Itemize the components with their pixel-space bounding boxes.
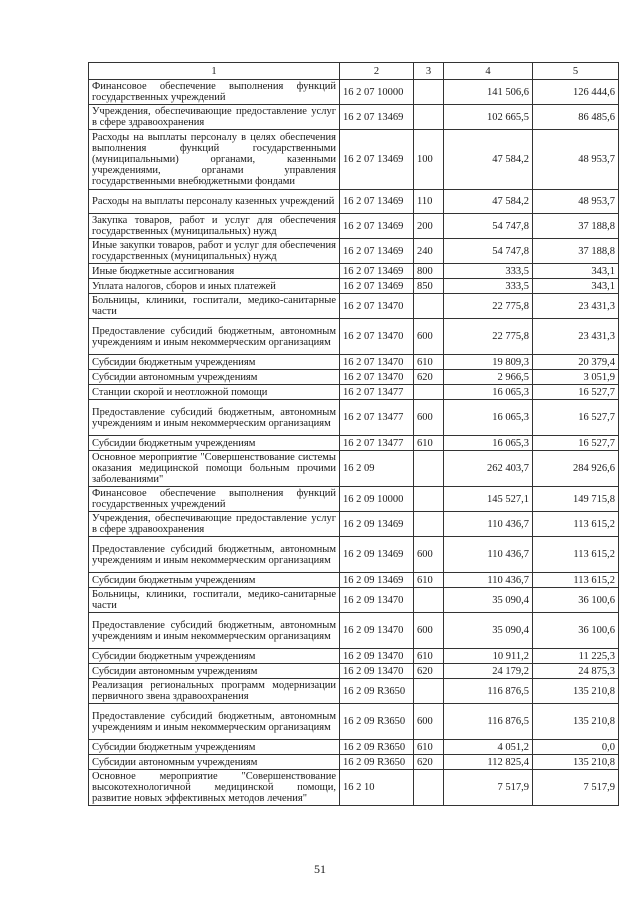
row-value-1-cell: 54 747,8 bbox=[444, 239, 533, 264]
row-name-cell: Предоставление субсидий бюджетным, автономным учреждениям и иным некоммерческим организациям bbox=[89, 537, 340, 573]
row-vr-cell: 850 bbox=[414, 279, 444, 294]
table-row bbox=[89, 512, 619, 537]
row-code-cell: 16 2 09 13469 bbox=[340, 573, 414, 588]
row-code-cell: 16 2 07 13469 bbox=[340, 190, 414, 214]
budget-table bbox=[88, 62, 619, 806]
page-number: 51 bbox=[314, 862, 326, 876]
row-value-2-cell: 284 926,6 bbox=[533, 451, 619, 487]
row-vr-cell: 800 bbox=[414, 264, 444, 279]
row-code-cell: 16 2 09 bbox=[340, 451, 414, 487]
row-code-cell: 16 2 07 13469 bbox=[340, 105, 414, 130]
table-row bbox=[89, 214, 619, 239]
row-code-cell: 16 2 07 13470 bbox=[340, 319, 414, 355]
row-name-cell: Субсидии бюджетным учреждениям bbox=[89, 740, 340, 755]
table-row bbox=[89, 355, 619, 370]
row-name-cell: Субсидии бюджетным учреждениям bbox=[89, 436, 340, 451]
row-value-2-cell: 20 379,4 bbox=[533, 355, 619, 370]
row-value-2-cell: 48 953,7 bbox=[533, 190, 619, 214]
row-code-cell: 16 2 09 13470 bbox=[340, 588, 414, 613]
table-row bbox=[89, 770, 619, 806]
table-row bbox=[89, 573, 619, 588]
row-value-1-cell: 110 436,7 bbox=[444, 573, 533, 588]
row-value-1-cell: 47 584,2 bbox=[444, 190, 533, 214]
row-code-cell: 16 2 07 13469 bbox=[340, 239, 414, 264]
table-row bbox=[89, 400, 619, 436]
row-name-cell: Финансовое обеспечение выполнения функций государственных учреждений bbox=[89, 80, 340, 105]
row-value-1-cell: 16 065,3 bbox=[444, 436, 533, 451]
row-value-1-cell: 110 436,7 bbox=[444, 512, 533, 537]
table-row bbox=[89, 370, 619, 385]
row-vr-cell bbox=[414, 451, 444, 487]
row-name-cell: Учреждения, обеспечивающие предоставление услуг в сфере здравоохранения bbox=[89, 512, 340, 537]
row-value-1-cell: 54 747,8 bbox=[444, 214, 533, 239]
row-code-cell: 16 2 07 10000 bbox=[340, 80, 414, 105]
table-row bbox=[89, 130, 619, 190]
row-value-2-cell: 126 444,6 bbox=[533, 80, 619, 105]
row-value-1-cell: 22 775,8 bbox=[444, 294, 533, 319]
table-row bbox=[89, 704, 619, 740]
row-code-cell: 16 2 09 13470 bbox=[340, 649, 414, 664]
row-code-cell: 16 2 07 13470 bbox=[340, 355, 414, 370]
row-name-cell: Предоставление субсидий бюджетным, автономным учреждениям и иным некоммерческим организациям bbox=[89, 613, 340, 649]
row-code-cell: 16 2 09 R3650 bbox=[340, 755, 414, 770]
row-code-cell: 16 2 09 10000 bbox=[340, 487, 414, 512]
row-value-2-cell: 3 051,9 bbox=[533, 370, 619, 385]
row-value-1-cell: 262 403,7 bbox=[444, 451, 533, 487]
table-row bbox=[89, 487, 619, 512]
row-code-cell: 16 2 09 13469 bbox=[340, 537, 414, 573]
row-name-cell: Уплата налогов, сборов и иных платежей bbox=[89, 279, 340, 294]
row-vr-cell: 620 bbox=[414, 755, 444, 770]
column-header-code: 2 bbox=[340, 63, 414, 80]
row-value-2-cell: 11 225,3 bbox=[533, 649, 619, 664]
row-value-2-cell: 135 210,8 bbox=[533, 679, 619, 704]
row-code-cell: 16 2 07 13469 bbox=[340, 279, 414, 294]
table-row bbox=[89, 319, 619, 355]
row-value-1-cell: 16 065,3 bbox=[444, 400, 533, 436]
table-row bbox=[89, 190, 619, 214]
row-vr-cell bbox=[414, 512, 444, 537]
row-vr-cell: 610 bbox=[414, 355, 444, 370]
row-name-cell: Основное мероприятие "Совершенствование системы оказания медицинской помощи больным прочими заболеваниями" bbox=[89, 451, 340, 487]
row-vr-cell: 240 bbox=[414, 239, 444, 264]
table-row bbox=[89, 239, 619, 264]
row-name-cell: Предоставление субсидий бюджетным, автономным учреждениям и иным некоммерческим организациям bbox=[89, 704, 340, 740]
row-value-2-cell: 16 527,7 bbox=[533, 436, 619, 451]
row-vr-cell: 110 bbox=[414, 190, 444, 214]
row-code-cell: 16 2 09 13470 bbox=[340, 664, 414, 679]
row-vr-cell bbox=[414, 679, 444, 704]
row-value-1-cell: 35 090,4 bbox=[444, 588, 533, 613]
row-name-cell: Субсидии бюджетным учреждениям bbox=[89, 649, 340, 664]
row-name-cell: Станции скорой и неотложной помощи bbox=[89, 385, 340, 400]
row-value-1-cell: 16 065,3 bbox=[444, 385, 533, 400]
table-body bbox=[89, 80, 619, 806]
row-vr-cell: 610 bbox=[414, 436, 444, 451]
row-value-1-cell: 7 517,9 bbox=[444, 770, 533, 806]
row-value-1-cell: 22 775,8 bbox=[444, 319, 533, 355]
row-vr-cell: 600 bbox=[414, 319, 444, 355]
row-value-1-cell: 35 090,4 bbox=[444, 613, 533, 649]
row-vr-cell: 610 bbox=[414, 573, 444, 588]
row-name-cell: Субсидии автономным учреждениям bbox=[89, 370, 340, 385]
row-name-cell: Закупка товаров, работ и услуг для обеспечения государственных (муниципальных) нужд bbox=[89, 214, 340, 239]
row-code-cell: 16 2 07 13477 bbox=[340, 385, 414, 400]
table-row bbox=[89, 649, 619, 664]
table-row bbox=[89, 385, 619, 400]
row-code-cell: 16 2 07 13470 bbox=[340, 370, 414, 385]
row-value-2-cell: 86 485,6 bbox=[533, 105, 619, 130]
row-value-2-cell: 16 527,7 bbox=[533, 400, 619, 436]
row-vr-cell: 610 bbox=[414, 649, 444, 664]
row-value-1-cell: 102 665,5 bbox=[444, 105, 533, 130]
table-row bbox=[89, 105, 619, 130]
row-name-cell: Субсидии бюджетным учреждениям bbox=[89, 573, 340, 588]
row-vr-cell: 600 bbox=[414, 704, 444, 740]
row-code-cell: 16 2 07 13470 bbox=[340, 294, 414, 319]
row-name-cell: Реализация региональных программ модернизации первичного звена здравоохранения bbox=[89, 679, 340, 704]
row-vr-cell: 600 bbox=[414, 400, 444, 436]
table-row bbox=[89, 294, 619, 319]
row-value-2-cell: 23 431,3 bbox=[533, 294, 619, 319]
row-code-cell: 16 2 09 R3650 bbox=[340, 679, 414, 704]
row-name-cell: Субсидии автономным учреждениям bbox=[89, 755, 340, 770]
table-row bbox=[89, 451, 619, 487]
row-vr-cell bbox=[414, 80, 444, 105]
row-value-2-cell: 24 875,3 bbox=[533, 664, 619, 679]
row-code-cell: 16 2 09 13470 bbox=[340, 613, 414, 649]
table-row bbox=[89, 436, 619, 451]
row-code-cell: 16 2 07 13469 bbox=[340, 130, 414, 190]
row-value-1-cell: 116 876,5 bbox=[444, 704, 533, 740]
row-code-cell: 16 2 07 13469 bbox=[340, 264, 414, 279]
table-row bbox=[89, 279, 619, 294]
row-value-1-cell: 333,5 bbox=[444, 279, 533, 294]
row-name-cell: Субсидии бюджетным учреждениям bbox=[89, 355, 340, 370]
row-name-cell: Предоставление субсидий бюджетным, автономным учреждениям и иным некоммерческим организациям bbox=[89, 319, 340, 355]
row-name-cell: Больницы, клиники, госпитали, медико-санитарные части bbox=[89, 294, 340, 319]
row-value-1-cell: 24 179,2 bbox=[444, 664, 533, 679]
row-value-2-cell: 135 210,8 bbox=[533, 704, 619, 740]
row-value-2-cell: 135 210,8 bbox=[533, 755, 619, 770]
row-value-2-cell: 343,1 bbox=[533, 264, 619, 279]
table-row bbox=[89, 679, 619, 704]
row-code-cell: 16 2 09 13469 bbox=[340, 512, 414, 537]
row-name-cell: Субсидии автономным учреждениям bbox=[89, 664, 340, 679]
column-header-value-1: 4 bbox=[444, 63, 533, 80]
row-value-2-cell: 23 431,3 bbox=[533, 319, 619, 355]
row-code-cell: 16 2 07 13477 bbox=[340, 400, 414, 436]
row-vr-cell bbox=[414, 487, 444, 512]
row-value-1-cell: 4 051,2 bbox=[444, 740, 533, 755]
row-code-cell: 16 2 09 R3650 bbox=[340, 740, 414, 755]
row-value-2-cell: 113 615,2 bbox=[533, 537, 619, 573]
row-name-cell: Больницы, клиники, госпитали, медико-санитарные части bbox=[89, 588, 340, 613]
row-value-2-cell: 343,1 bbox=[533, 279, 619, 294]
row-vr-cell bbox=[414, 588, 444, 613]
row-name-cell: Предоставление субсидий бюджетным, автономным учреждениям и иным некоммерческим организациям bbox=[89, 400, 340, 436]
row-value-2-cell: 113 615,2 bbox=[533, 573, 619, 588]
row-name-cell: Финансовое обеспечение выполнения функций государственных учреждений bbox=[89, 487, 340, 512]
row-value-2-cell: 0,0 bbox=[533, 740, 619, 755]
row-vr-cell bbox=[414, 385, 444, 400]
row-code-cell: 16 2 07 13477 bbox=[340, 436, 414, 451]
row-value-2-cell: 37 188,8 bbox=[533, 214, 619, 239]
row-vr-cell: 100 bbox=[414, 130, 444, 190]
row-value-1-cell: 112 825,4 bbox=[444, 755, 533, 770]
row-value-1-cell: 19 809,3 bbox=[444, 355, 533, 370]
row-vr-cell bbox=[414, 294, 444, 319]
row-code-cell: 16 2 10 bbox=[340, 770, 414, 806]
row-value-2-cell: 7 517,9 bbox=[533, 770, 619, 806]
table-row bbox=[89, 588, 619, 613]
table-row bbox=[89, 755, 619, 770]
table-row bbox=[89, 264, 619, 279]
row-value-1-cell: 116 876,5 bbox=[444, 679, 533, 704]
table-row bbox=[89, 664, 619, 679]
column-header-value-2: 5 bbox=[533, 63, 619, 80]
row-value-2-cell: 36 100,6 bbox=[533, 588, 619, 613]
row-value-1-cell: 47 584,2 bbox=[444, 130, 533, 190]
row-value-2-cell: 149 715,8 bbox=[533, 487, 619, 512]
row-value-2-cell: 37 188,8 bbox=[533, 239, 619, 264]
row-value-1-cell: 145 527,1 bbox=[444, 487, 533, 512]
table-row bbox=[89, 80, 619, 105]
row-name-cell: Учреждения, обеспечивающие предоставление услуг в сфере здравоохранения bbox=[89, 105, 340, 130]
table-row bbox=[89, 613, 619, 649]
column-header-vr: 3 bbox=[414, 63, 444, 80]
table-header-row bbox=[89, 63, 619, 80]
row-name-cell: Иные бюджетные ассигнования bbox=[89, 264, 340, 279]
row-vr-cell: 600 bbox=[414, 613, 444, 649]
row-vr-cell: 200 bbox=[414, 214, 444, 239]
column-header-name: 1 bbox=[89, 63, 340, 80]
row-name-cell: Расходы на выплаты персоналу казенных учреждений bbox=[89, 190, 340, 214]
row-value-2-cell: 16 527,7 bbox=[533, 385, 619, 400]
row-code-cell: 16 2 09 R3650 bbox=[340, 704, 414, 740]
row-vr-cell bbox=[414, 105, 444, 130]
row-value-1-cell: 110 436,7 bbox=[444, 537, 533, 573]
table-row bbox=[89, 537, 619, 573]
row-name-cell: Иные закупки товаров, работ и услуг для обеспечения государственных (муниципальных) нужд bbox=[89, 239, 340, 264]
row-vr-cell bbox=[414, 770, 444, 806]
row-vr-cell: 620 bbox=[414, 370, 444, 385]
table-row bbox=[89, 740, 619, 755]
row-value-1-cell: 2 966,5 bbox=[444, 370, 533, 385]
row-vr-cell: 610 bbox=[414, 740, 444, 755]
row-value-1-cell: 10 911,2 bbox=[444, 649, 533, 664]
row-name-cell: Основное мероприятие "Совершенствование высокотехнологичной медицинской помощи, развитие новых эффективных методов лечения" bbox=[89, 770, 340, 806]
row-value-1-cell: 333,5 bbox=[444, 264, 533, 279]
row-value-1-cell: 141 506,6 bbox=[444, 80, 533, 105]
row-code-cell: 16 2 07 13469 bbox=[340, 214, 414, 239]
row-vr-cell: 600 bbox=[414, 537, 444, 573]
row-value-2-cell: 48 953,7 bbox=[533, 130, 619, 190]
row-value-2-cell: 113 615,2 bbox=[533, 512, 619, 537]
row-name-cell: Расходы на выплаты персоналу в целях обеспечения выполнения функций государственными (муниципальными) органами, казенными учреждениями, органами управления государственными внебюджетными фондами bbox=[89, 130, 340, 190]
row-vr-cell: 620 bbox=[414, 664, 444, 679]
row-value-2-cell: 36 100,6 bbox=[533, 613, 619, 649]
